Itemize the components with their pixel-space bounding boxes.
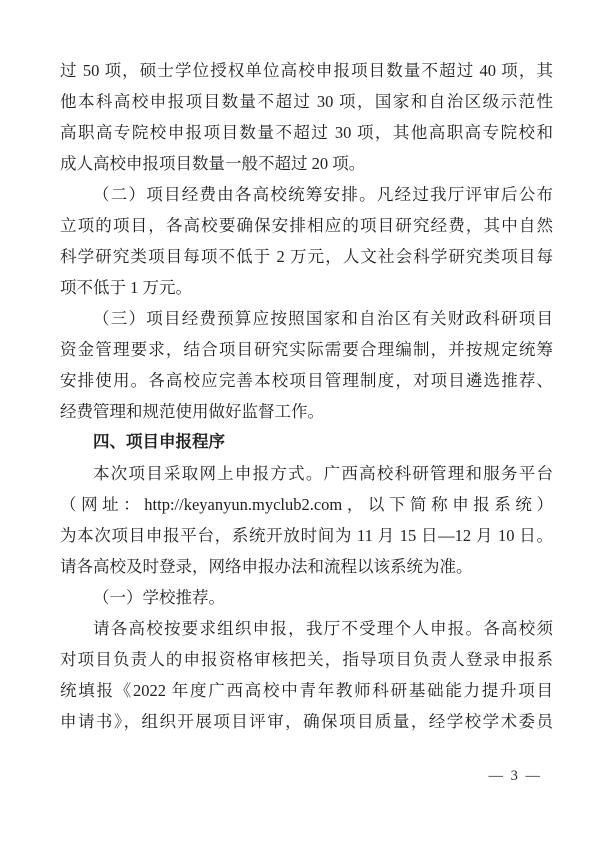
text-line: 高职高专院校申报项目数量不超过 30 项，其他高职高专院校和 [60, 123, 553, 142]
page-number: — 3 — [488, 768, 542, 784]
text-line: 本次项目采取网上申报方式。广西高校科研管理和服务平台 [93, 464, 553, 483]
text-line: （一）学校推荐。 [93, 588, 225, 607]
text-line: 科学研究类项目每项不低于 2 万元，人文社会科学研究类项目每 [60, 247, 553, 266]
text-line: 过 50 项，硕士学位授权单位高校申报项目数量不超过 40 项，其 [60, 61, 553, 80]
text-line: （二）项目经费由各高校统筹安排。凡经过我厅评审后公布 [93, 185, 553, 204]
text-line: 他本科高校申报项目数量不超过 30 项，国家和自治区级示范性 [60, 92, 553, 111]
text-line: 成人高校申报项目数量一般不超过 20 项。 [60, 154, 366, 173]
text-line: 安排使用。各高校应完善本校项目管理制度，对项目遴选推荐、 [60, 371, 553, 390]
section-heading: 四、项目申报程序 [93, 433, 225, 451]
text-line: 项不低于 1 万元。 [60, 278, 192, 297]
text-line: 统填报《2022 年度广西高校中青年教师科研基础能力提升项目 [60, 681, 553, 700]
text-line: （三）项目经费预算应按照国家和自治区有关财政科研项目 [93, 309, 553, 328]
text-line: 资金管理要求，结合项目研究实际需要合理编制，并按规定统筹 [60, 340, 553, 359]
text-line: 经费管理和规范使用做好监督工作。 [60, 402, 324, 421]
text-line: 对项目负责人的申报资格审核把关，指导项目负责人登录申报系 [60, 650, 553, 669]
text-line: 请各高校按要求组织申报，我厅不受理个人申报。各高校须 [93, 619, 553, 638]
text-line: 立项的项目，各高校要确保安排相应的项目研究经费，其中自然 [60, 216, 553, 235]
text-line: 请各高校及时登录，网络申报办法和流程以该系统为准。 [60, 557, 473, 576]
text-line: 申请书》，组织开展项目评审，确保项目质量，经学校学术委员 [60, 712, 553, 731]
text-line: 为本次项目申报平台，系统开放时间为 11 月 15 日—12 月 10 日。 [60, 526, 553, 545]
document-body [60, 55, 553, 737]
text-line-url: （网址：http://keyanyun.myclub2.com，以下简称申报系统） [60, 495, 553, 514]
